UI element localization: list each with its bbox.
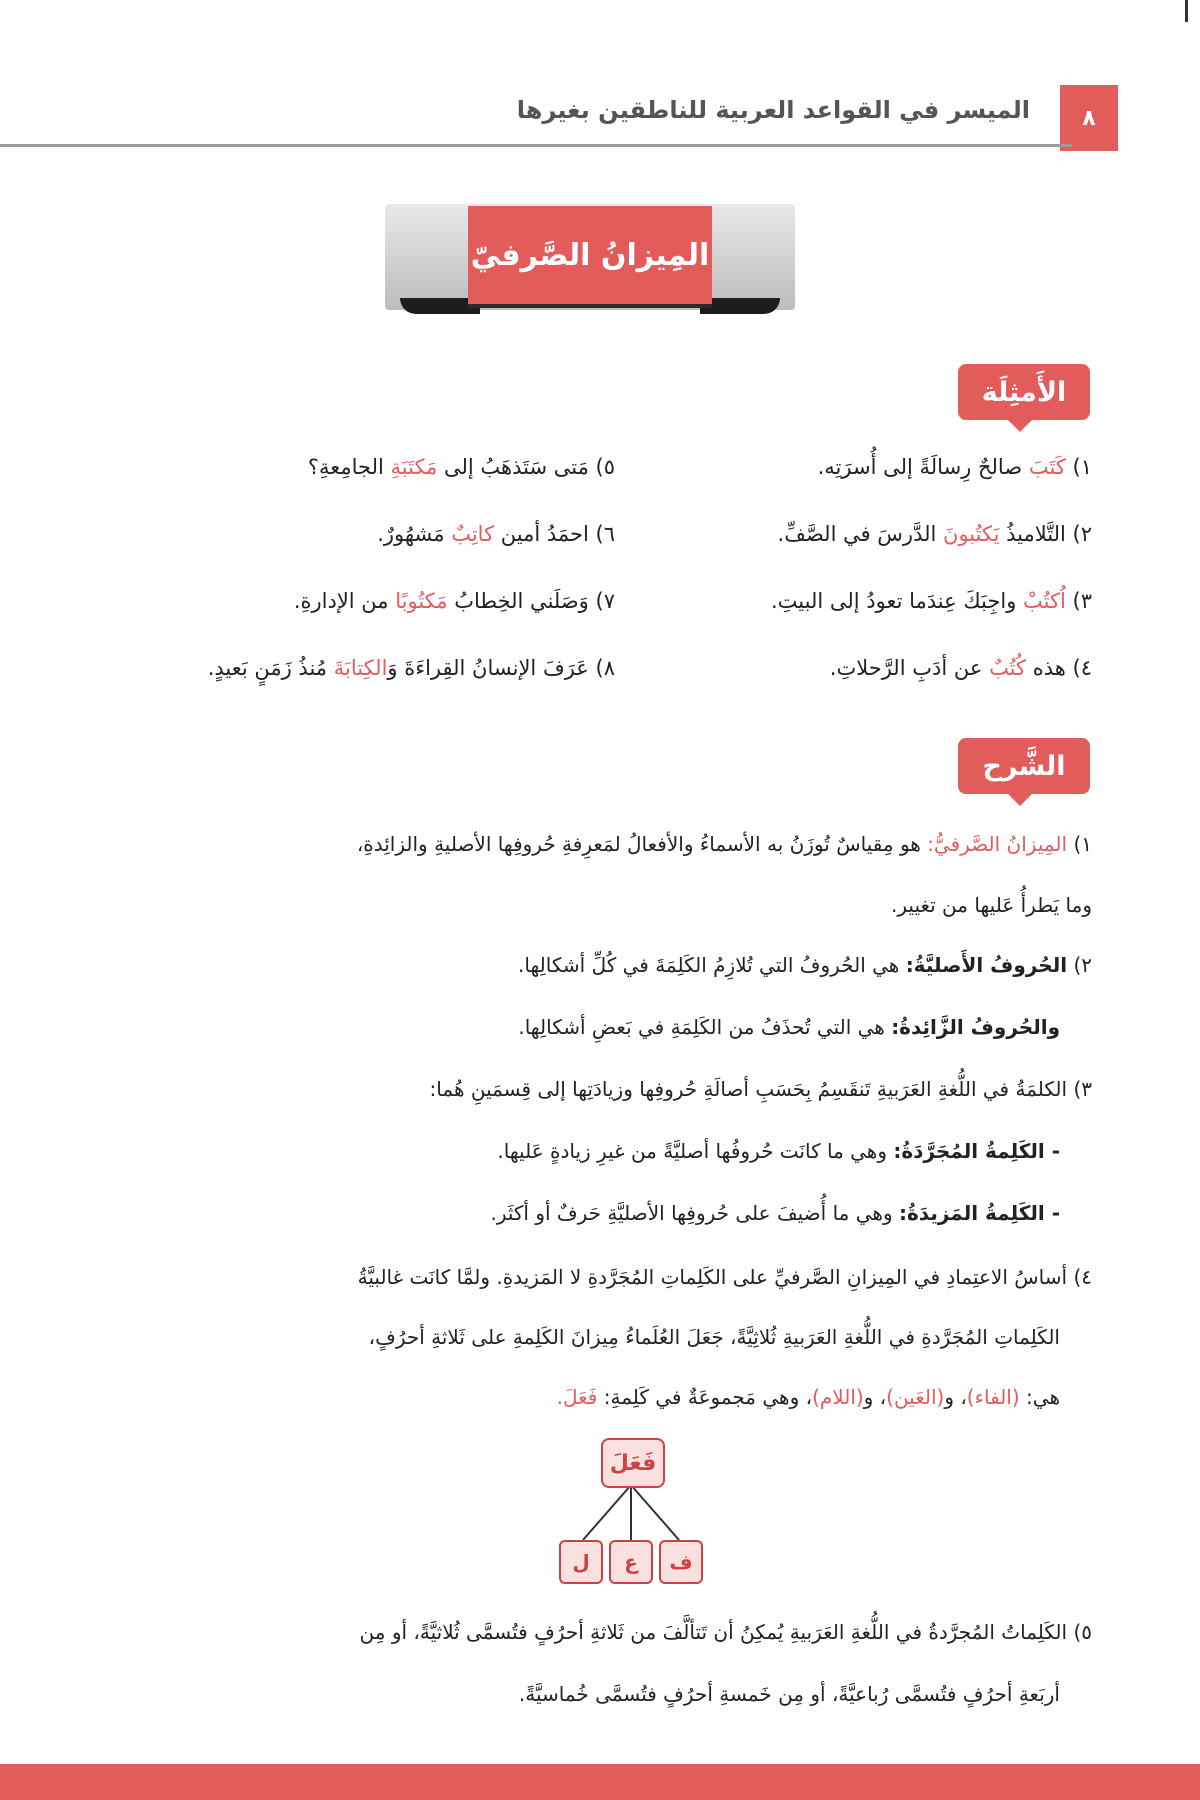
page-number: ٨ bbox=[1060, 85, 1118, 151]
term: الحُروفُ الأَصليَّةُ: bbox=[905, 953, 1068, 977]
term: المِيزانُ الصَّرفيُّ: bbox=[927, 832, 1068, 856]
highlight-word: اُكتُبْ bbox=[1023, 589, 1066, 613]
rule-3: ٣) الكلمَةُ في اللُّغةِ العَرَبيةِ تَنقَسِمُ بِحَسَبِ أصالَةِ حُروفِها وزيادَتِها إلى قِسمَينِ هُما: bbox=[429, 1077, 1092, 1101]
highlight-word: يَكتُبونَ bbox=[943, 522, 1000, 546]
rule-5-line-2: أربَعةِ أحرُفٍ فتُسمَّى رُباعيَّةً، أو مِن خَمسةِ أحرُفٍ فتُسمَّى خُماسيَّةً. bbox=[518, 1682, 1060, 1706]
lesson-title: المِيزانُ الصَّرفيّ bbox=[468, 206, 712, 304]
rule-4-line-3: هي: (الفاء)، و(العَين)، و(اللام)، وهي مَجموعَةٌ في كَلِمةِ: فَعَلَ. bbox=[556, 1385, 1060, 1409]
letter-box-lam: ل bbox=[559, 1540, 603, 1584]
highlight-word: كُتُبٌ bbox=[989, 656, 1027, 680]
example-5: ٥) مَتى سَتَذهَبُ إلى مَكتَبَةِ الجامِعةِ؟ bbox=[307, 455, 615, 479]
highlight-word: مَكتُوبًا bbox=[395, 589, 448, 613]
rule-3b: - الكَلِمةُ المَزيدَةُ: وهي ما أُضيفَ على حُروفِها الأصليَّةِ حَرفٌ أو أكثَر. bbox=[490, 1201, 1060, 1225]
rule-1: ١) المِيزانُ الصَّرفيُّ: هو مِقياسٌ تُوزَنُ به الأسماءُ والأفعالُ لمَعرِفةِ حُروفِها الأصليةِ والزائِدةِ، bbox=[356, 832, 1092, 856]
header-divider bbox=[0, 144, 1072, 147]
example-4: ٤) هذه كُتُبٌ عن أدَبِ الرَّحلاتِ. bbox=[829, 656, 1092, 680]
examples-label: الأَمثِلَة bbox=[958, 364, 1090, 420]
corner-mark bbox=[1185, 0, 1188, 22]
term: والحُروفُ الزَّائِدةُ: bbox=[891, 1015, 1060, 1039]
example-8: ٨) عَرَفَ الإنسانُ القِراءَةَ وَالكِتابَةَ مُنذُ زَمَنٍ بَعيدٍ. bbox=[207, 656, 615, 680]
example-3: ٣) اُكتُبْ واجِبَكَ عِندَما تعودُ إلى البيتِ. bbox=[770, 589, 1092, 613]
highlight-word: كَتَبَ bbox=[1028, 455, 1066, 479]
explanation-label: الشَّرح bbox=[958, 738, 1090, 794]
rule-3a: - الكَلِمةُ المُجَرَّدَةُ: وهي ما كانَت حُروفُها أصليَّةً من غيرِ زيادةٍ عَليها. bbox=[497, 1139, 1060, 1163]
letter-box-ain: ع bbox=[609, 1540, 653, 1584]
book-title: الميسر في القواعد العربية للناطقين بغيرها bbox=[516, 96, 1030, 124]
rule-1-continued: وما يَطرأُ عَليها من تغيير. bbox=[891, 893, 1092, 917]
highlight-word: كاتِبٌ bbox=[451, 522, 495, 546]
term: - الكَلِمةُ المَزيدَةُ: bbox=[898, 1201, 1060, 1225]
example-6: ٦) احمَدُ أمين كاتِبٌ مَشهُورٌ. bbox=[377, 522, 615, 546]
example-2: ٢) التَّلاميذُ يَكتُبونَ الدَّرسَ في الصَّفِّ. bbox=[777, 522, 1092, 546]
highlight-word: مَكتَبَةِ bbox=[390, 455, 438, 479]
rule-2: ٢) الحُروفُ الأَصليَّةُ: هي الحُروفُ التي تُلازِمُ الكَلِمَةَ في كُلِّ أشكالِها. bbox=[518, 953, 1092, 977]
rule-4-line-2: الكَلِماتِ المُجَرَّدةِ في اللُّغةِ العَرَبيةِ ثُلاثِيَّةً، جَعَلَ العُلَماءُ مِيزانَ الكَلِمةِ على ثَلاثةِ أحرُفٍ، bbox=[368, 1325, 1060, 1349]
example-7: ٧) وَصَلَني الخِطابُ مَكتُوبًا من الإدارةِ. bbox=[293, 589, 615, 613]
rule-5: ٥) الكَلِماتُ المُجرَّدةُ في اللُّغةِ العَرَبيةِ يُمكِنُ أن تَتألَّفَ من ثَلاثةِ أحرُفٍ فتُسمَّى ثُلاثيَّةً، أو مِن bbox=[359, 1620, 1092, 1644]
rule-2b: والحُروفُ الزَّائِدةُ: هي التي تُحذَفُ من الكَلِمَةِ في بَعضِ أشكالِها. bbox=[518, 1015, 1060, 1039]
term: - الكَلِمةُ المُجَرَّدَةُ: bbox=[893, 1139, 1060, 1163]
highlight-word: الكِتابَةَ bbox=[333, 656, 388, 680]
ribbon-fold-right bbox=[700, 298, 780, 314]
root-word-box: فَعَلَ bbox=[601, 1438, 665, 1488]
letter-box-faa: ف bbox=[659, 1540, 703, 1584]
example-1: ١) كَتَبَ صالحٌ رِسالَةً إلى أُسرَتِه. bbox=[817, 455, 1092, 479]
footer-bar bbox=[0, 1764, 1200, 1800]
rule-4: ٤) أساسُ الاعتِمادِ في المِيزانِ الصَّرفيِّ على الكَلِماتِ المُجَرَّدةِ لا المَزيدةِ. ولمَّا كانَت غالبيَّةُ bbox=[357, 1265, 1092, 1289]
